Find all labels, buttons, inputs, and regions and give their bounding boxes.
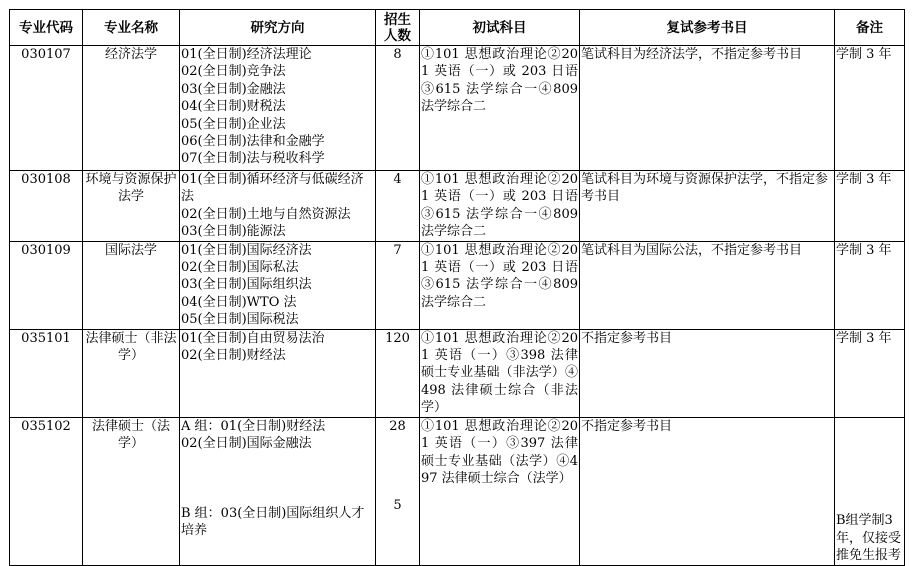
- table-row: [10, 171, 905, 242]
- retest-books-text: 笔试科目为国际公法，不指定参考书目: [581, 242, 803, 258]
- enrollment-count: [376, 417, 420, 565]
- note: [835, 417, 905, 565]
- enrollment-count: 8: [376, 46, 420, 171]
- table-row: [10, 241, 905, 329]
- direction-item: B 组：03(全日制)国际组织人才培养: [181, 505, 365, 538]
- note-text: 学制 3 年: [836, 330, 892, 346]
- major-name: 经济法学: [83, 46, 180, 171]
- enrollment-count-a: 28: [389, 418, 406, 434]
- table-row: [10, 417, 905, 565]
- retest-books: [580, 417, 835, 565]
- major-name: [83, 329, 180, 417]
- retest-books-text: 笔试科目为经济法学，不指定参考书目: [581, 47, 803, 62]
- exam-subjects: [420, 329, 580, 417]
- exam-subjects-text: ①101 思想政治理论②201 英语（一）或 203 日语③615 法学综合一④809 法学综合二: [421, 47, 578, 115]
- header-enroll-line1: 招生: [384, 11, 411, 28]
- research-directions: [180, 46, 376, 171]
- note: [835, 241, 905, 329]
- major-name-text: 环境与资源保护法学: [85, 172, 177, 205]
- retest-books: [580, 46, 835, 171]
- direction-item: 02(全日制)国际私法: [181, 260, 299, 276]
- spacer: [377, 435, 418, 497]
- direction-item: 03(全日制)金融法: [181, 81, 286, 97]
- enrollment-count: 7: [376, 241, 420, 329]
- header-enroll: [376, 10, 420, 46]
- direction-item: 03(全日制)能源法: [181, 224, 286, 240]
- header-note: 备注: [835, 10, 905, 46]
- enrollment-count: 4: [376, 171, 420, 242]
- research-directions: [180, 241, 376, 329]
- exam-subjects-text: ①101 思想政治理论②201 英语（一）③397 法律硕士专业基础（法学）④497 法律硕士综合（法学）: [421, 418, 578, 486]
- research-directions: [180, 329, 376, 417]
- note-text: 学制 3 年: [836, 47, 892, 62]
- major-name-text: 法律硕士（非法学）: [85, 330, 177, 364]
- admissions-table: [9, 9, 905, 566]
- note: [835, 171, 905, 242]
- direction-item: 02(全日制)财经法: [181, 348, 286, 364]
- header-enroll-line2: 人数: [384, 27, 411, 44]
- direction-item: A 组：01(全日制)财经法: [181, 418, 326, 434]
- major-code: 030108: [10, 171, 83, 242]
- major-name-text: 法律硕士（法学）: [91, 418, 170, 452]
- retest-books: [580, 241, 835, 329]
- exam-subjects-text: ①101 思想政治理论②201 英语（一）或 203 日语③615 法学综合一④809 法学综合二: [421, 242, 578, 310]
- enrollment-count-b: 5: [393, 498, 402, 514]
- direction-item: 01(全日制)循环经济与低碳经济法: [181, 172, 364, 205]
- direction-item: 02(全日制)国际金融法: [181, 436, 312, 452]
- research-directions: [180, 171, 376, 242]
- retest-books: [580, 329, 835, 417]
- header-direction: 研究方向: [180, 10, 376, 46]
- exam-subjects: [420, 171, 580, 242]
- header-code: 专业代码: [10, 10, 83, 46]
- direction-item: 02(全日制)竞争法: [181, 64, 286, 80]
- exam-subjects-text: ①101 思想政治理论②201 英语（一）或 203 日语③615 法学综合一④809 法学综合二: [421, 172, 578, 240]
- note-text: B组学制3年，仅接受推免生报考: [836, 513, 902, 564]
- spacer: [181, 453, 374, 505]
- retest-books: [580, 171, 835, 242]
- retest-books-text: 不指定参考书目: [581, 418, 673, 434]
- direction-item: 02(全日制)土地与自然资源法: [181, 206, 351, 222]
- major-code: 030109: [10, 241, 83, 329]
- header-name: 专业名称: [83, 10, 180, 46]
- header-row: [10, 10, 905, 46]
- note: [835, 46, 905, 171]
- enrollment-count: 120: [376, 329, 420, 417]
- major-name: [83, 417, 180, 565]
- exam-subjects: [420, 241, 580, 329]
- exam-subjects: [420, 417, 580, 565]
- major-code: 030107: [10, 46, 83, 171]
- direction-item: 01(全日制)经济法理论: [181, 47, 312, 62]
- direction-item: 06(全日制)法律和金融学: [181, 134, 325, 150]
- note-text: 学制 3 年: [836, 172, 892, 187]
- table-row: [10, 329, 905, 417]
- major-code: 035102: [10, 417, 83, 565]
- direction-item: 04(全日制)财税法: [181, 99, 286, 115]
- direction-item: 05(全日制)企业法: [181, 116, 286, 132]
- major-code: 035101: [10, 329, 83, 417]
- header-retest: 复试参考书目: [580, 10, 835, 46]
- retest-books-text: 笔试科目为环境与资源保护法学，不指定参考书目: [581, 172, 829, 205]
- table-row: [10, 46, 905, 171]
- note-text: 学制 3 年: [836, 242, 892, 258]
- exam-subjects-text: ①101 思想政治理论②201 英语（一）③398 法律硕士专业基础（非法学）④498 法律硕士综合（非法学）: [421, 330, 578, 416]
- major-name: 国际法学: [83, 241, 180, 329]
- direction-item: 05(全日制)国际税法: [181, 312, 299, 328]
- research-directions: [180, 417, 376, 565]
- direction-item: 07(全日制)法与税收科学: [181, 151, 325, 167]
- major-name: [83, 171, 180, 242]
- direction-item: 04(全日制)WTO 法: [181, 294, 297, 310]
- direction-item: 01(全日制)自由贸易法治: [181, 330, 325, 346]
- exam-subjects: [420, 46, 580, 171]
- direction-item: 01(全日制)国际经济法: [181, 242, 312, 258]
- direction-item: 03(全日制)国际组织法: [181, 277, 312, 293]
- note: [835, 329, 905, 417]
- header-exam: 初试科目: [420, 10, 580, 46]
- retest-books-text: 不指定参考书目: [581, 330, 673, 346]
